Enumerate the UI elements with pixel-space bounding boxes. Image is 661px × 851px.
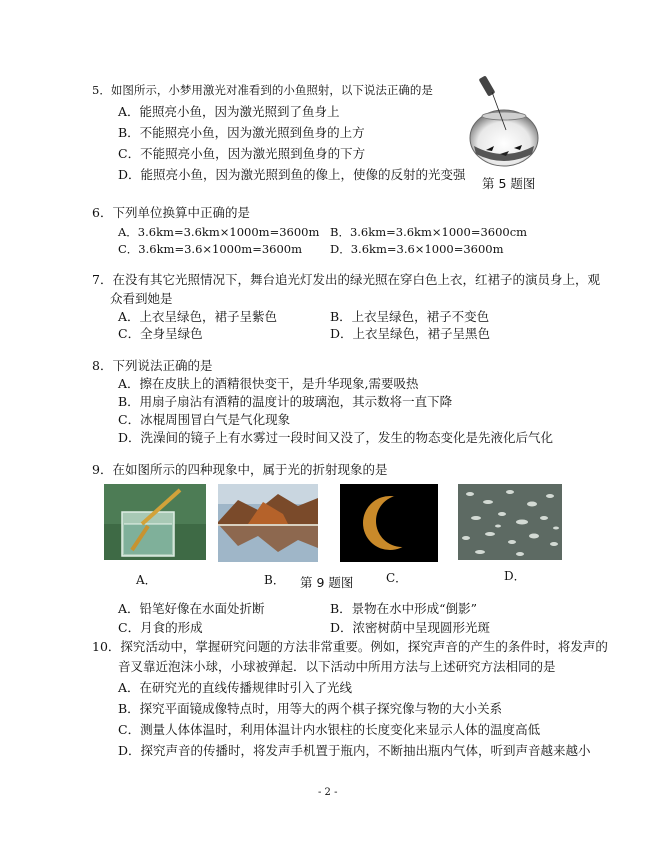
q10-stem-line1: 10．探究活动中，掌握研究问题的方法非常重要。例如，探究声音的产生的条件时，将发声的 — [92, 639, 608, 654]
q5-fishbowl-figure — [466, 70, 542, 170]
q9-stem: 9．在如图所示的四种现象中，属于光的折射现象的是 — [92, 462, 388, 477]
q9-image-c-lunar-eclipse — [340, 484, 438, 562]
q9-image-label-d: D． — [504, 569, 526, 583]
q5-option-a: A．能照亮小鱼，因为激光照到了鱼身上 — [118, 104, 340, 119]
q9-image-b-reflection — [218, 484, 318, 562]
q9-image-a-pencil-in-water — [104, 484, 206, 560]
q9-option-a: A．铅笔好像在水面处折断 — [118, 601, 265, 616]
q8-option-b: B．用扇子扇沾有酒精的温度计的玻璃泡，其示数将一直下降 — [118, 394, 453, 409]
q5-figure-caption: 第 5 题图 — [482, 176, 536, 191]
page-number: - 2 - — [318, 787, 338, 798]
q5-option-d: D．能照亮小鱼，因为激光照到鱼的像上，使像的反射的光变强 — [118, 167, 466, 182]
q9-option-c: C．月食的形成 — [118, 620, 203, 635]
q5-option-b: B．不能照亮小鱼，因为激光照到鱼身的上方 — [118, 125, 365, 140]
q8-option-c: C．冰棍周围冒白气是气化现象 — [118, 412, 291, 427]
q7-option-a: A．上衣呈绿色，裙子呈紫色 — [118, 309, 278, 324]
q10-option-d: D．探究声音的传播时，将发声手机置于瓶内，不断抽出瓶内气体，听到声音越来越小 — [118, 743, 591, 758]
q7-stem-line1: 7．在没有其它光照情况下，舞台追光灯发出的绿光照在穿白色上衣，红裙子的演员身上，观 — [92, 272, 600, 287]
q7-option-c: C．全身呈绿色 — [118, 326, 203, 341]
q9-option-b: B．景物在水中形成“倒影” — [330, 601, 477, 616]
q9-option-d: D．浓密树荫中呈现圆形光斑 — [330, 620, 491, 635]
q8-option-a: A．擦在皮肤上的酒精很快变干，是升华现象,需要吸热 — [118, 376, 419, 391]
q6-option-a: A．3.6km=3.6km×1000m=3600m — [118, 225, 320, 239]
q6-option-c: C．3.6km=3.6×1000m=3600m — [118, 242, 302, 256]
q7-stem-line2: 众看到她是 — [110, 291, 173, 306]
q9-image-label-b: B． — [264, 573, 285, 587]
q8-stem: 8．下列说法正确的是 — [92, 358, 213, 373]
q6-option-d: D．3.6km=3.6×1000=3600m — [330, 242, 504, 256]
q10-option-c: C．测量人体体温时，利用体温计内水银柱的长度变化来显示人体的温度高低 — [118, 722, 541, 737]
q9-image-d-light-spots — [458, 484, 562, 560]
q7-option-d: D．上衣呈绿色，裙子呈黑色 — [330, 326, 491, 341]
q5-option-c: C．不能照亮小鱼，因为激光照到鱼身的下方 — [118, 146, 366, 161]
q9-image-label-a: A． — [136, 573, 157, 587]
q5-stem: 5．如图所示，小梦用激光对准看到的小鱼照射，以下说法正确的是 — [92, 83, 433, 97]
q7-option-b: B．上衣呈绿色，裙子不变色 — [330, 309, 490, 324]
q10-stem-line2: 音叉靠近泡沫小球，小球被弹起．以下活动中所用方法与上述研究方法相同的是 — [118, 659, 556, 674]
q9-image-label-c: C． — [386, 571, 408, 585]
q10-option-b: B．探究平面镜成像特点时，用等大的两个棋子探究像与物的大小关系 — [118, 701, 503, 716]
q6-stem: 6．下列单位换算中正确的是 — [92, 205, 250, 220]
q9-figure-caption: 第 9 题图 — [300, 575, 354, 590]
q8-option-d: D．洗澡间的镜子上有水雾过一段时间又没了，发生的物态变化是先液化后气化 — [118, 430, 554, 445]
q6-option-b: B．3.6km=3.6km×1000=3600cm — [330, 225, 528, 239]
q10-option-a: A．在研究光的直线传播规律时引入了光线 — [118, 680, 353, 695]
